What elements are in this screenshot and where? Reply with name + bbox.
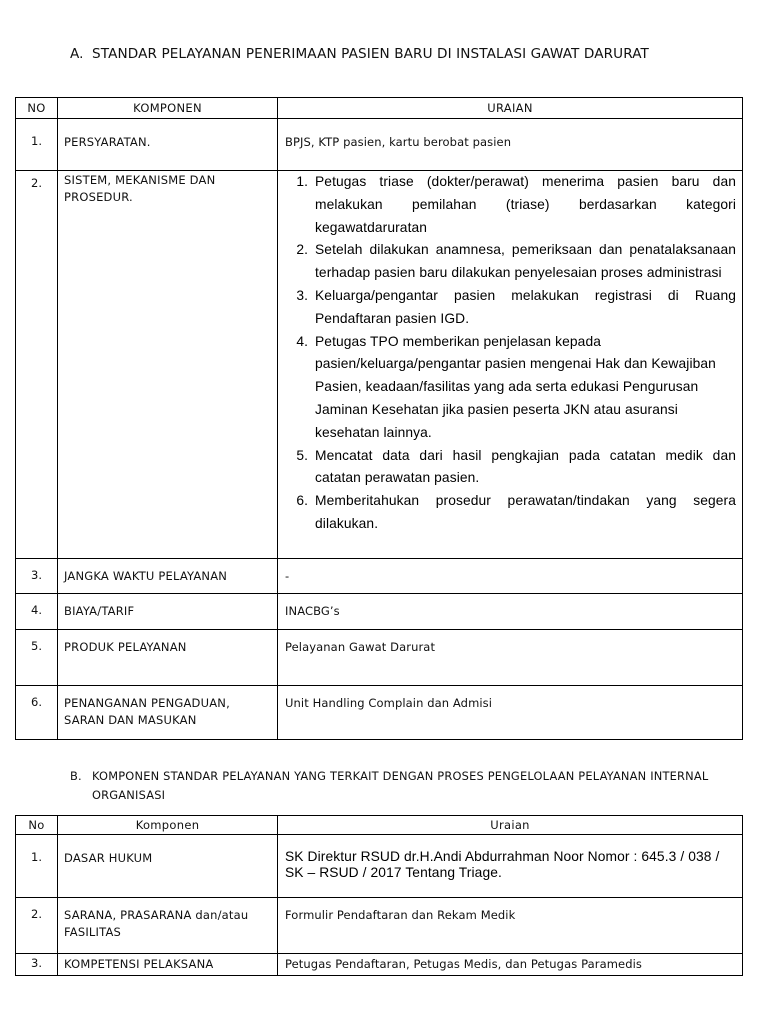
section-a-title <box>70 46 649 62</box>
row-no: 3. <box>16 954 58 976</box>
section-a-number: A. <box>70 46 84 62</box>
row-komponen: SARANA, PRASARANA dan/atau FASILITAS <box>58 898 278 954</box>
section-b-number: B. <box>70 769 82 783</box>
row-uraian: Petugas Pendaftaran, Petugas Medis, dan Petugas Paramedis <box>278 954 743 976</box>
procedure-step: 1. Petugas triase (dokter/perawat) menerima pasien baru dan melakukan pemilahan (triase) berdasarkan kategori kegawatdaruratan <box>312 171 736 239</box>
section-a-title-text: STANDAR PELAYANAN PENERIMAAN PASIEN BARU DI INSTALASI GAWAT DARURAT <box>92 46 649 62</box>
row-no: 5. <box>16 630 58 686</box>
table-b-header-row <box>16 816 743 835</box>
header-uraian: URAIAN <box>278 98 743 119</box>
header-no: No <box>16 816 58 835</box>
row-komponen: SISTEM, MEKANISME DAN PROSEDUR. <box>58 171 278 559</box>
section-b-title <box>70 767 730 805</box>
table-row <box>16 119 743 171</box>
procedure-step: 3. Keluarga/pengantar pasien melakukan registrasi di Ruang Pendaftaran pasien IGD. <box>312 285 736 331</box>
row-komponen: JANGKA WAKTU PELAYANAN <box>58 559 278 594</box>
procedure-step: 2. Setelah dilakukan anamnesa, pemeriksaan dan penatalaksanaan terhadap pasien baru dilakukan penyelesaian proses administrasi <box>312 239 736 285</box>
row-no: 2. <box>16 171 58 559</box>
procedure-steps-list <box>285 171 736 536</box>
row-uraian <box>278 835 743 898</box>
section-b-title-text: KOMPONEN STANDAR PELAYANAN YANG TERKAIT DENGAN PROSES PENGELOLAAN PELAYANAN INTERNAL ORGANISASI <box>92 769 709 802</box>
table-row <box>16 630 743 686</box>
table-row <box>16 835 743 898</box>
table-row <box>16 594 743 630</box>
table-row <box>16 954 743 976</box>
procedure-step: 5. Mencatat data dari hasil pengkajian pada catatan medik dan catatan perawatan pasien. <box>312 445 736 491</box>
row-uraian-steps <box>278 171 743 559</box>
row-no: 2. <box>16 898 58 954</box>
row-no: 6. <box>16 686 58 740</box>
table-row <box>16 898 743 954</box>
row-uraian: Unit Handling Complain dan Admisi <box>278 686 743 740</box>
header-komponen: Komponen <box>58 816 278 835</box>
row-no: 1. <box>16 835 58 898</box>
table-a-header-row <box>16 98 743 119</box>
header-no: NO <box>16 98 58 119</box>
row-komponen: BIAYA/TARIF <box>58 594 278 630</box>
row-komponen: PENANGANAN PENGADUAN, SARAN DAN MASUKAN <box>58 686 278 740</box>
dasar-hukum-text: SK Direktur RSUD dr.H.Andi Abdurrahman Noor Nomor : 645.3 / 038 / SK – RSUD / 2017 Tentang Triage. <box>285 849 720 880</box>
table-a <box>15 97 743 740</box>
header-komponen: KOMPONEN <box>58 98 278 119</box>
header-uraian: Uraian <box>278 816 743 835</box>
procedure-step: 6. Memberitahukan prosedur perawatan/tindakan yang segera dilakukan. <box>312 490 736 536</box>
row-no: 1. <box>16 119 58 171</box>
table-row <box>16 686 743 740</box>
row-no: 4. <box>16 594 58 630</box>
row-uraian: INACBG’s <box>278 594 743 630</box>
row-uraian: - <box>278 559 743 594</box>
table-row <box>16 559 743 594</box>
row-uraian: Pelayanan Gawat Darurat <box>278 630 743 686</box>
table-b <box>15 815 743 976</box>
row-uraian: BPJS, KTP pasien, kartu berobat pasien <box>278 119 743 171</box>
table-row <box>16 171 743 559</box>
row-komponen: KOMPETENSI PELAKSANA <box>58 954 278 976</box>
row-no: 3. <box>16 559 58 594</box>
procedure-step: 4. Petugas TPO memberikan penjelasan kepada pasien/keluarga/pengantar pasien mengenai Hak dan Kewajiban Pasien, keadaan/fasilitas yang ada serta edukasi Pengurusan Jaminan Kesehatan jika pasien peserta JKN atau asuransi kesehatan lainnya. <box>312 331 736 445</box>
row-uraian: Formulir Pendaftaran dan Rekam Medik <box>278 898 743 954</box>
row-komponen: PRODUK PELAYANAN <box>58 630 278 686</box>
row-komponen: PERSYARATAN. <box>58 119 278 171</box>
row-komponen: DASAR HUKUM <box>58 835 278 898</box>
